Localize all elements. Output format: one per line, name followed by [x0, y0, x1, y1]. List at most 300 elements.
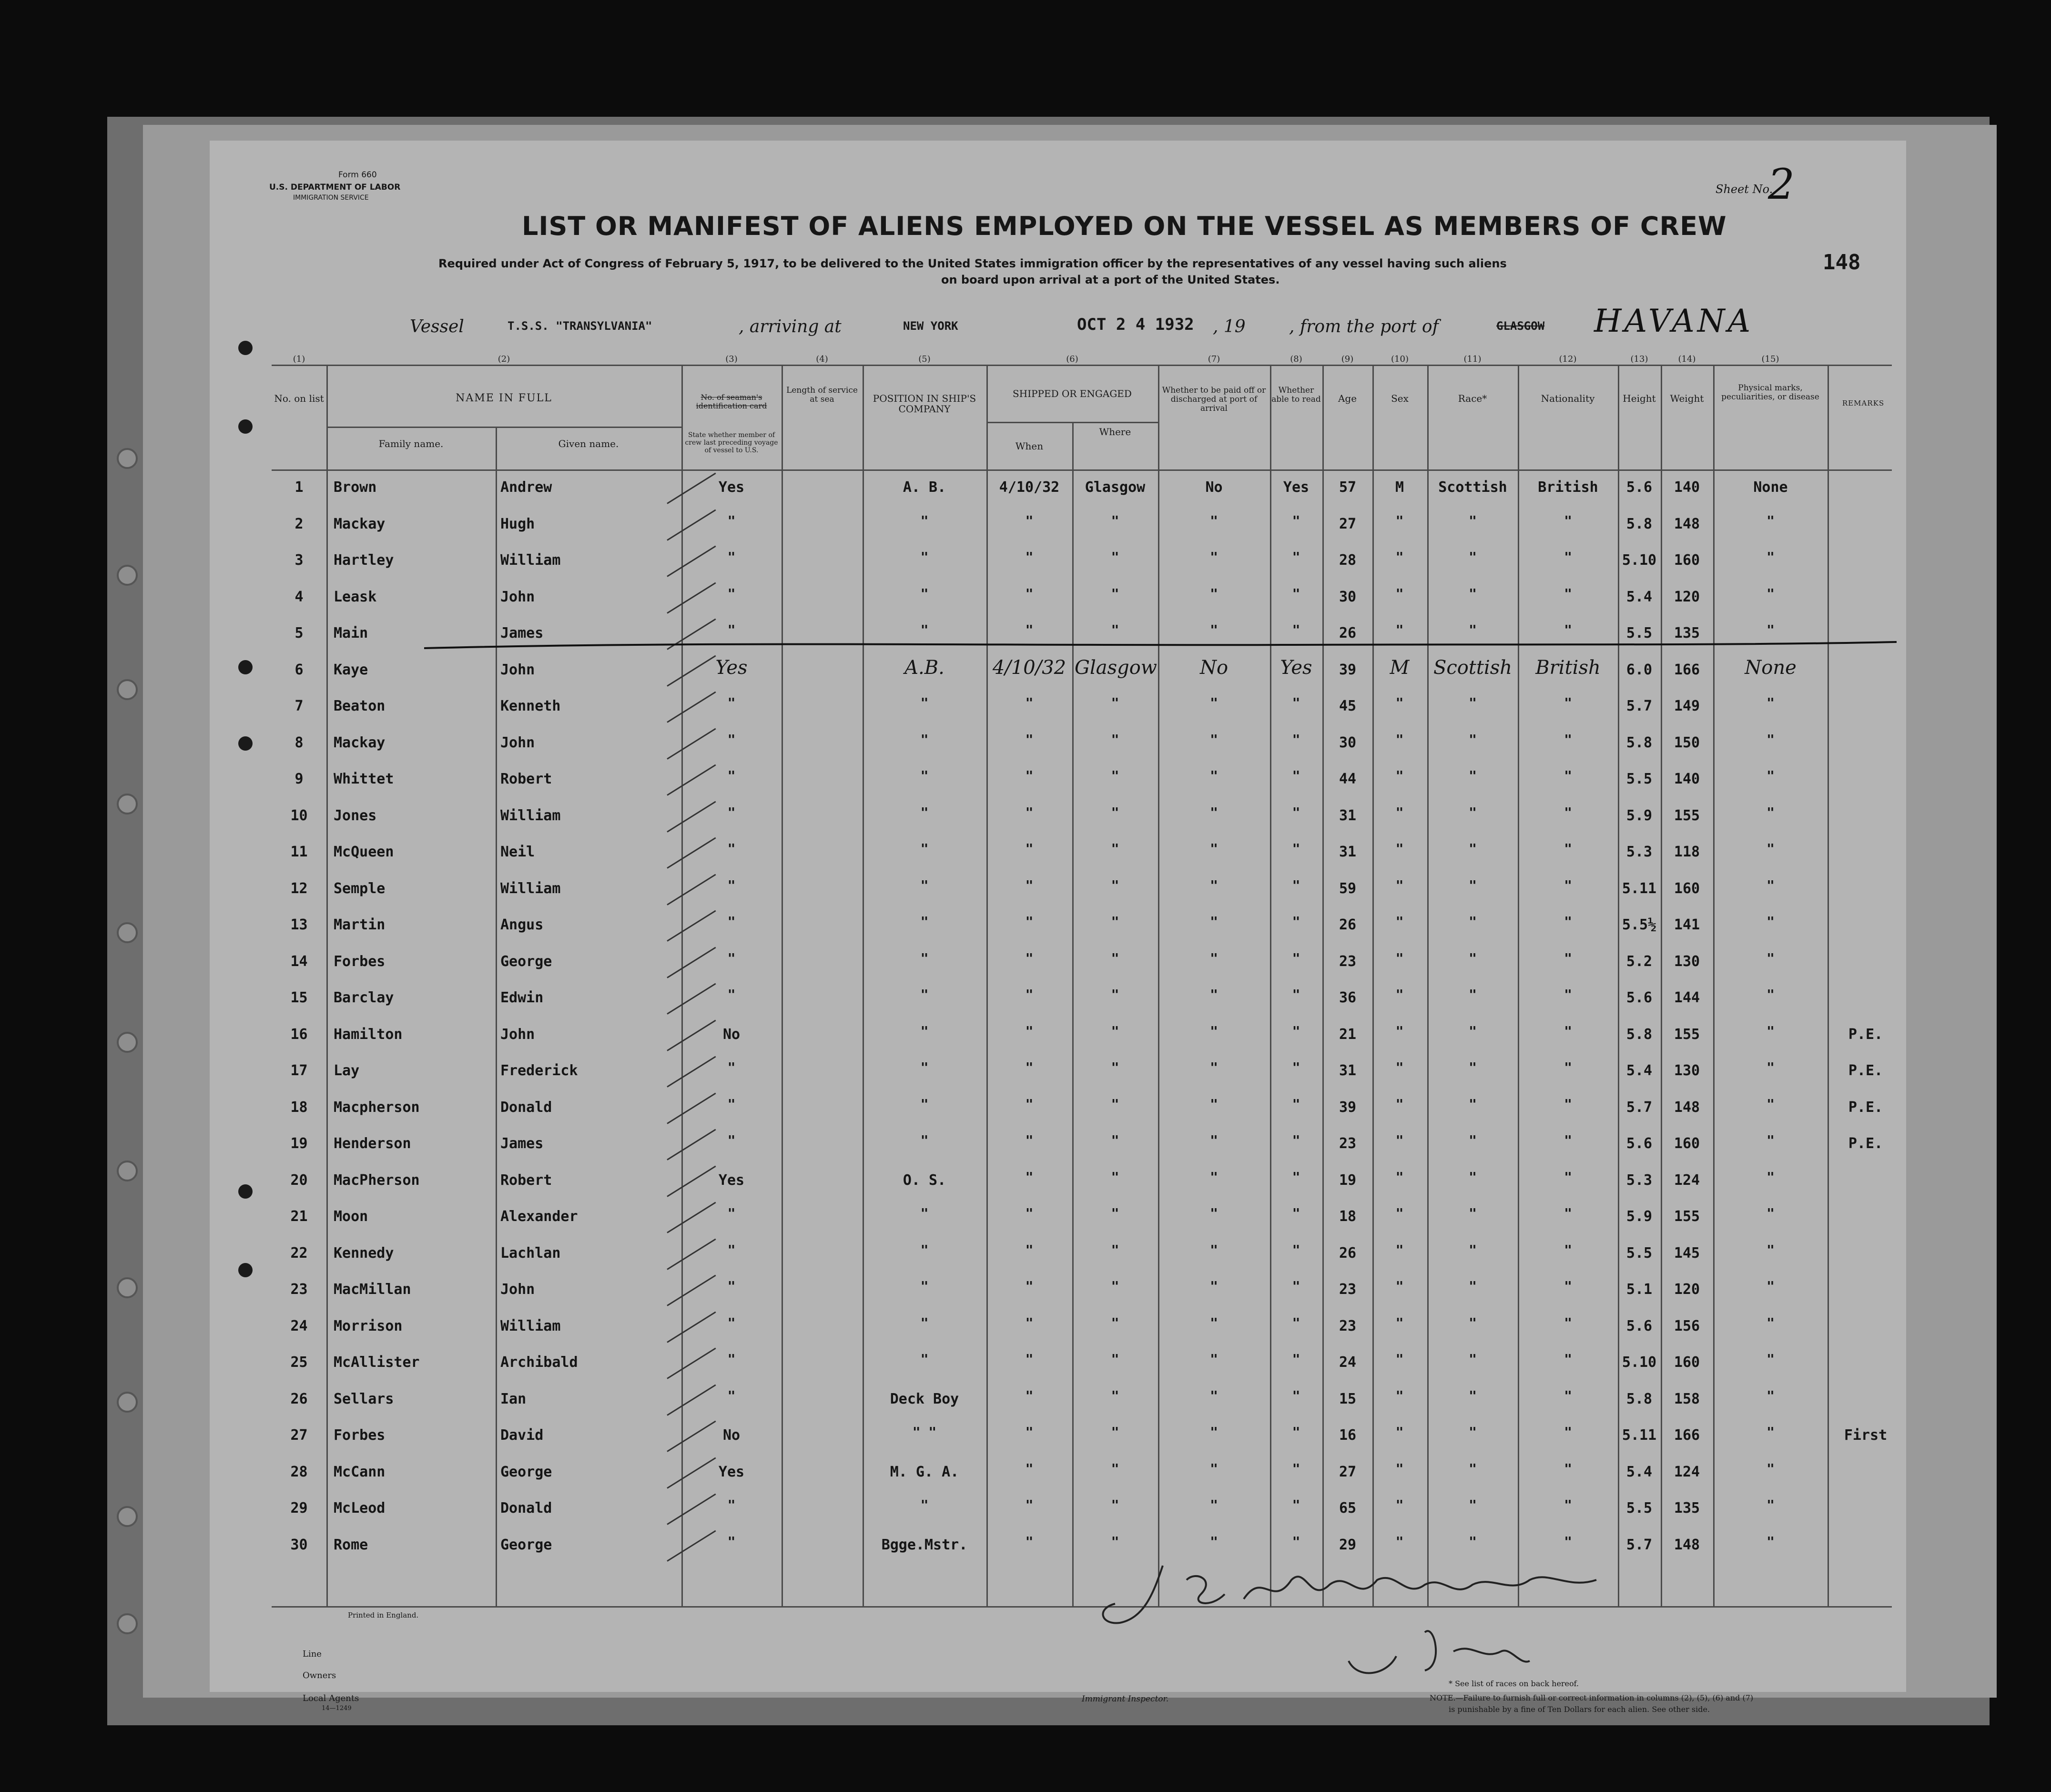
col-number: (14)	[1678, 354, 1696, 364]
cell-weight: 144	[1674, 989, 1700, 1006]
cell-shipped-where: "	[1111, 1533, 1119, 1549]
cell-row-number: 11	[290, 844, 308, 860]
cell-given-name: John	[500, 734, 535, 751]
cell-shipped-where: "	[1111, 768, 1119, 784]
header-age: Age	[1338, 393, 1357, 404]
vessel-label: Vessel	[410, 317, 464, 336]
cell-nationality: "	[1564, 1424, 1572, 1440]
table-row	[210, 1203, 1906, 1240]
table-row	[210, 584, 1906, 621]
cell-weight: 148	[1674, 1536, 1700, 1553]
cell-race: "	[1469, 1424, 1477, 1440]
cell-physical-marks: "	[1767, 1169, 1775, 1185]
cell-shipped-where: "	[1111, 1278, 1119, 1294]
cell-id-card: "	[727, 1314, 736, 1331]
cell-sex: "	[1395, 512, 1404, 529]
cell-weight: 124	[1674, 1171, 1700, 1189]
cell-position: "	[920, 549, 929, 565]
cell-able-to-read: "	[1292, 1205, 1300, 1221]
cell-row-number: 22	[290, 1244, 308, 1262]
col-number: (13)	[1630, 354, 1648, 364]
cell-family-name: Hartley	[334, 552, 394, 569]
cell-shipped-where: "	[1111, 1424, 1119, 1440]
cell-able-to-read: "	[1292, 695, 1300, 711]
cell-race: "	[1469, 1096, 1477, 1112]
cell-height: 5.4	[1626, 1463, 1653, 1480]
cell-shipped-when: "	[1025, 1497, 1034, 1513]
header-length-of-service: Length of service at sea	[786, 386, 858, 404]
cell-id-card: "	[727, 914, 736, 929]
year-label: , 19	[1213, 317, 1246, 336]
cell-sex: "	[1395, 622, 1404, 638]
cell-age: 23	[1339, 1317, 1357, 1334]
cell-age: 27	[1339, 1463, 1357, 1480]
table-row	[210, 1313, 1906, 1350]
cell-shipped-when: "	[1025, 1242, 1034, 1258]
cell-nationality: "	[1564, 695, 1572, 711]
header-nationality: Nationality	[1541, 393, 1595, 404]
cell-sex: "	[1395, 1424, 1404, 1440]
cell-shipped-where: "	[1111, 1132, 1119, 1148]
cell-family-name: Mackay	[334, 734, 386, 751]
table-row	[210, 1130, 1906, 1167]
cell-position: Deck Boy	[890, 1390, 959, 1407]
cell-id-card: No	[722, 1026, 741, 1043]
cell-race: "	[1469, 1460, 1477, 1476]
cell-family-name: Beaton	[334, 698, 386, 714]
cell-row-number: 10	[290, 807, 308, 824]
cell-remarks: P.E.	[1848, 1062, 1883, 1079]
cell-physical-marks: "	[1767, 950, 1775, 966]
cell-given-name: Neil	[500, 844, 535, 860]
cell-sex: "	[1395, 1533, 1404, 1549]
cell-id-card: Yes	[718, 1171, 745, 1189]
col-number: (4)	[816, 354, 828, 364]
cell-id-card: No	[722, 1427, 741, 1444]
cell-sex: "	[1395, 731, 1404, 747]
cell-shipped-when: "	[1025, 1351, 1034, 1367]
cell-able-to-read: "	[1292, 549, 1300, 565]
cell-given-name: Ian	[500, 1390, 527, 1407]
cell-age: 31	[1339, 807, 1357, 824]
binder-ring	[117, 794, 138, 815]
table-row	[210, 985, 1906, 1021]
cell-family-name: Martin	[334, 916, 386, 933]
cell-family-name: Rome	[334, 1536, 368, 1553]
cell-shipped-where: "	[1111, 1096, 1119, 1112]
header-height: Height	[1623, 393, 1656, 404]
cell-weight: 155	[1674, 1208, 1700, 1225]
cell-paid-off: "	[1210, 731, 1218, 747]
cell-sex: "	[1395, 585, 1404, 601]
table-row	[210, 1386, 1906, 1423]
cell-paid-off: No	[1205, 479, 1223, 496]
cell-nationality: "	[1564, 1497, 1572, 1513]
cell-height: 5.5	[1626, 625, 1653, 641]
cell-nationality: "	[1564, 731, 1572, 747]
cell-shipped-when: "	[1025, 841, 1034, 856]
cell-nationality: "	[1564, 549, 1572, 565]
cell-physical-marks: "	[1767, 914, 1775, 929]
cell-sex: "	[1395, 1242, 1404, 1258]
cell-sex: "	[1395, 1205, 1404, 1221]
cell-age: 18	[1339, 1208, 1357, 1225]
cell-nationality: "	[1564, 841, 1572, 856]
form-code: 14—1249	[322, 1705, 352, 1712]
cell-race: "	[1469, 731, 1477, 747]
cell-paid-off: "	[1210, 1169, 1218, 1185]
cell-shipped-where: "	[1111, 1351, 1119, 1367]
cell-sex: "	[1395, 914, 1404, 929]
cell-able-to-read: "	[1292, 1497, 1300, 1513]
punch-hole	[238, 419, 253, 434]
cell-shipped-where: "	[1111, 1314, 1119, 1331]
cell-weight: 130	[1674, 1062, 1700, 1079]
cell-position: "	[920, 1242, 929, 1258]
cell-paid-off: "	[1210, 914, 1218, 929]
cell-shipped-where: "	[1111, 987, 1119, 1002]
cell-id-card: "	[727, 841, 736, 856]
cell-height: 5.8	[1626, 1026, 1653, 1043]
cell-position: "	[920, 804, 929, 820]
cell-given-name: John	[500, 661, 535, 678]
cell-family-name: Leask	[334, 588, 377, 605]
binder-ring	[117, 448, 138, 469]
cell-shipped-when: "	[1025, 1314, 1034, 1331]
cell-remarks: P.E.	[1848, 1099, 1883, 1116]
cell-shipped-when: "	[1025, 1460, 1034, 1476]
cell-family-name: McAllister	[334, 1354, 420, 1371]
cell-shipped-when: "	[1025, 1096, 1034, 1112]
cell-age: 15	[1339, 1390, 1357, 1407]
cell-paid-off: "	[1210, 1497, 1218, 1513]
cell-race: "	[1469, 1278, 1477, 1294]
cell-paid-off: "	[1210, 549, 1218, 565]
table-row	[210, 1058, 1906, 1094]
col-number: (5)	[918, 354, 931, 364]
cell-able-to-read: "	[1292, 877, 1300, 893]
cell-age: 45	[1339, 698, 1357, 714]
cell-able-to-read: "	[1292, 512, 1300, 529]
cell-age: 26	[1339, 916, 1357, 933]
cell-row-number: 17	[290, 1062, 308, 1079]
cell-paid-off: "	[1210, 1351, 1218, 1367]
sheet-number: 2	[1768, 160, 1795, 209]
cell-paid-off: "	[1210, 1278, 1218, 1294]
cell-physical-marks: "	[1767, 877, 1775, 893]
cell-height: 5.11	[1622, 1427, 1657, 1444]
cell-race: "	[1469, 1387, 1477, 1404]
cell-able-to-read: "	[1292, 768, 1300, 784]
cell-race: "	[1469, 877, 1477, 893]
cell-id-card: "	[727, 585, 736, 601]
cell-weight: 149	[1674, 698, 1700, 714]
cell-shipped-where: "	[1111, 804, 1119, 820]
cell-physical-marks: "	[1767, 1387, 1775, 1404]
cell-position: "	[920, 1497, 929, 1513]
inspector-label: Immigrant Inspector.	[1082, 1694, 1169, 1704]
cell-paid-off: "	[1210, 1460, 1218, 1476]
cell-row-number: 2	[294, 515, 304, 532]
cell-age: 59	[1339, 880, 1357, 897]
table-row	[210, 803, 1906, 839]
arrival-port: NEW YORK	[903, 319, 958, 333]
cell-sex: "	[1395, 1497, 1404, 1513]
cell-age: 19	[1339, 1171, 1357, 1189]
name-header-divider	[326, 427, 681, 428]
cell-nationality: "	[1564, 768, 1572, 784]
cell-paid-off: "	[1210, 1242, 1218, 1258]
table-row	[210, 657, 1906, 693]
cell-weight: 145	[1674, 1244, 1700, 1262]
cell-shipped-where: "	[1111, 1497, 1119, 1513]
cell-given-name: James	[500, 625, 544, 641]
cell-paid-off: No	[1199, 656, 1229, 679]
cell-shipped-where: "	[1111, 731, 1119, 747]
cell-sex: "	[1395, 695, 1404, 711]
cell-race: "	[1469, 695, 1477, 711]
cell-race: "	[1469, 841, 1477, 856]
cell-race: "	[1469, 585, 1477, 601]
cell-family-name: Sellars	[334, 1390, 394, 1407]
header-given-name: Given name.	[558, 438, 619, 449]
cell-age: 30	[1339, 588, 1357, 605]
cell-height: 5.5½	[1622, 916, 1657, 933]
cell-position: "	[920, 768, 929, 784]
cell-weight: 124	[1674, 1463, 1700, 1480]
form-number: Form 660	[338, 170, 377, 180]
cell-height: 5.3	[1626, 1171, 1653, 1189]
cell-able-to-read: "	[1292, 914, 1300, 929]
cell-shipped-where: "	[1111, 585, 1119, 601]
cell-age: 24	[1339, 1354, 1357, 1371]
cell-position: "	[920, 512, 929, 529]
cell-paid-off: "	[1210, 804, 1218, 820]
cell-given-name: William	[500, 1317, 561, 1334]
cell-given-name: William	[500, 880, 561, 897]
cell-height: 5.7	[1626, 698, 1653, 714]
cell-family-name: Forbes	[334, 1427, 386, 1444]
cell-weight: 148	[1674, 1099, 1700, 1116]
table-row	[210, 1276, 1906, 1313]
col-number: (2)	[498, 354, 510, 364]
cell-height: 5.8	[1626, 1390, 1653, 1407]
cell-row-number: 23	[290, 1281, 308, 1298]
cell-shipped-when: 4/10/32	[999, 479, 1060, 496]
cell-able-to-read: "	[1292, 1023, 1300, 1039]
cell-race: "	[1469, 1169, 1477, 1185]
cell-able-to-read: "	[1292, 622, 1300, 638]
cell-paid-off: "	[1210, 1387, 1218, 1404]
departure-port-handwritten: HAVANA	[1594, 303, 1754, 339]
table-row	[210, 511, 1906, 548]
cell-nationality: "	[1564, 987, 1572, 1002]
row-5-strike-line	[424, 631, 1897, 660]
cell-sex: "	[1395, 1096, 1404, 1112]
cell-race: "	[1469, 1205, 1477, 1221]
cell-shipped-when: "	[1025, 512, 1034, 529]
cell-family-name: Lay	[334, 1062, 360, 1079]
printed-in: Printed in England.	[348, 1611, 419, 1619]
cell-shipped-when: "	[1025, 804, 1034, 820]
cell-age: 21	[1339, 1026, 1357, 1043]
cell-shipped-where: "	[1111, 950, 1119, 966]
cell-row-number: 6	[294, 661, 304, 678]
cell-shipped-when: "	[1025, 914, 1034, 929]
cell-id-card: "	[727, 877, 736, 893]
cell-physical-marks: "	[1767, 768, 1775, 784]
cell-shipped-when: "	[1025, 1387, 1034, 1404]
cell-shipped-when: "	[1025, 1169, 1034, 1185]
cell-age: 31	[1339, 1062, 1357, 1079]
cell-id-card: "	[727, 1278, 736, 1294]
cell-paid-off: "	[1210, 512, 1218, 529]
cell-id-card: "	[727, 768, 736, 784]
table-row	[210, 730, 1906, 766]
cell-row-number: 28	[290, 1463, 308, 1480]
header-last-voyage: State whether member of crew last preceding voyage of vessel to U.S.	[685, 431, 778, 454]
cell-family-name: Henderson	[334, 1135, 411, 1152]
cell-weight: 148	[1674, 515, 1700, 532]
cell-position: "	[920, 1096, 929, 1112]
cell-given-name: Lachlan	[500, 1244, 561, 1262]
cell-position: "	[920, 731, 929, 747]
table-row	[210, 1349, 1906, 1386]
cell-physical-marks: "	[1767, 695, 1775, 711]
cell-family-name: Main	[334, 625, 368, 641]
cell-row-number: 26	[290, 1390, 308, 1407]
cell-family-name: McCann	[334, 1463, 386, 1480]
cell-position: "	[920, 1059, 929, 1075]
cell-row-number: 3	[294, 552, 304, 569]
cell-age: 28	[1339, 552, 1357, 569]
header-weight: Weight	[1670, 393, 1704, 404]
cell-family-name: McQueen	[334, 844, 394, 860]
from-port-label: , from the port of	[1289, 317, 1439, 336]
cell-shipped-when: "	[1025, 877, 1034, 893]
cell-race: "	[1469, 1497, 1477, 1513]
cell-weight: 160	[1674, 552, 1700, 569]
cell-able-to-read: "	[1292, 804, 1300, 820]
cell-family-name: Hamilton	[334, 1026, 403, 1043]
header-race: Race*	[1458, 393, 1487, 404]
cell-able-to-read: "	[1292, 1169, 1300, 1185]
cell-id-card: "	[727, 1497, 736, 1513]
cell-shipped-when: "	[1025, 768, 1034, 784]
cell-weight: 155	[1674, 807, 1700, 824]
cell-nationality: "	[1564, 1169, 1572, 1185]
cell-able-to-read: "	[1292, 731, 1300, 747]
cell-row-number: 9	[294, 771, 304, 787]
arriving-label: , arriving at	[739, 317, 842, 336]
cell-shipped-when: "	[1025, 1424, 1034, 1440]
binder-ring	[117, 922, 138, 943]
cell-shipped-where: "	[1111, 1023, 1119, 1039]
header-no-on-list: No. on list	[274, 393, 324, 404]
cell-sex: "	[1395, 1278, 1404, 1294]
cell-position: "	[920, 950, 929, 966]
arrival-date-stamp: OCT 2 4 1932	[1077, 315, 1194, 334]
cell-row-number: 12	[290, 880, 308, 897]
cell-physical-marks: "	[1767, 987, 1775, 1002]
col-number: (9)	[1341, 354, 1354, 364]
cell-shipped-when: 4/10/32	[992, 656, 1066, 679]
table-row	[210, 839, 1906, 876]
cell-physical-marks: "	[1767, 1497, 1775, 1513]
binder-ring	[117, 679, 138, 700]
cell-shipped-where: "	[1111, 512, 1119, 529]
cell-nationality: "	[1564, 1278, 1572, 1294]
cell-height: 5.3	[1626, 844, 1653, 860]
cell-row-number: 27	[290, 1427, 308, 1444]
cell-position: " "	[912, 1424, 937, 1440]
cell-race: "	[1469, 1533, 1477, 1549]
cell-given-name: John	[500, 1026, 535, 1043]
cell-physical-marks: "	[1767, 1314, 1775, 1331]
col-number: (1)	[293, 354, 305, 364]
cell-race: Scottish	[1438, 479, 1507, 496]
cell-race: "	[1469, 987, 1477, 1002]
cell-id-card: "	[727, 1132, 736, 1148]
cell-given-name: George	[500, 1536, 552, 1553]
cell-given-name: Kenneth	[500, 698, 561, 714]
cell-nationality: "	[1564, 1314, 1572, 1331]
header-sex: Sex	[1391, 393, 1409, 404]
cell-shipped-where: "	[1111, 841, 1119, 856]
cell-id-card: "	[727, 731, 736, 747]
cell-shipped-where: "	[1111, 1169, 1119, 1185]
cell-id-card: Yes	[718, 479, 745, 496]
cell-paid-off: "	[1210, 950, 1218, 966]
col-number: (6)	[1066, 354, 1078, 364]
cell-row-number: 1	[294, 479, 304, 496]
cell-height: 5.6	[1626, 1135, 1653, 1152]
cell-position: "	[920, 585, 929, 601]
cell-weight: 166	[1674, 661, 1700, 678]
cell-family-name: Whittet	[334, 771, 394, 787]
cell-shipped-where: "	[1111, 1205, 1119, 1221]
cell-physical-marks: "	[1767, 622, 1775, 638]
cell-given-name: William	[500, 807, 561, 824]
cell-position: "	[920, 987, 929, 1002]
cell-position: A. B.	[903, 479, 946, 496]
cell-able-to-read: "	[1292, 1387, 1300, 1404]
cell-sex: "	[1395, 1132, 1404, 1148]
cell-weight: 160	[1674, 1354, 1700, 1371]
cell-shipped-where: "	[1111, 622, 1119, 638]
header-able-to-read: Whether able to read	[1271, 386, 1321, 404]
cell-able-to-read: Yes	[1283, 479, 1310, 496]
cell-race: "	[1469, 1314, 1477, 1331]
binder-ring	[117, 1161, 138, 1181]
cell-age: 44	[1339, 771, 1357, 787]
cell-physical-marks: "	[1767, 1205, 1775, 1221]
cell-paid-off: "	[1210, 877, 1218, 893]
cell-nationality: "	[1564, 1059, 1572, 1075]
cell-physical-marks: None	[1753, 479, 1788, 496]
cell-position: "	[920, 877, 929, 893]
header-name-in-full: NAME IN FULL	[456, 392, 552, 404]
header-id-card: No. of seaman's identification card	[696, 393, 767, 410]
cell-position: M. G. A.	[890, 1463, 959, 1480]
cell-able-to-read: "	[1292, 1278, 1300, 1294]
table-row	[210, 948, 1906, 985]
cell-race: "	[1469, 1059, 1477, 1075]
service-name: IMMIGRATION SERVICE	[293, 194, 369, 202]
cell-physical-marks: "	[1767, 585, 1775, 601]
cell-position: "	[920, 841, 929, 856]
cell-family-name: MacPherson	[334, 1171, 420, 1189]
